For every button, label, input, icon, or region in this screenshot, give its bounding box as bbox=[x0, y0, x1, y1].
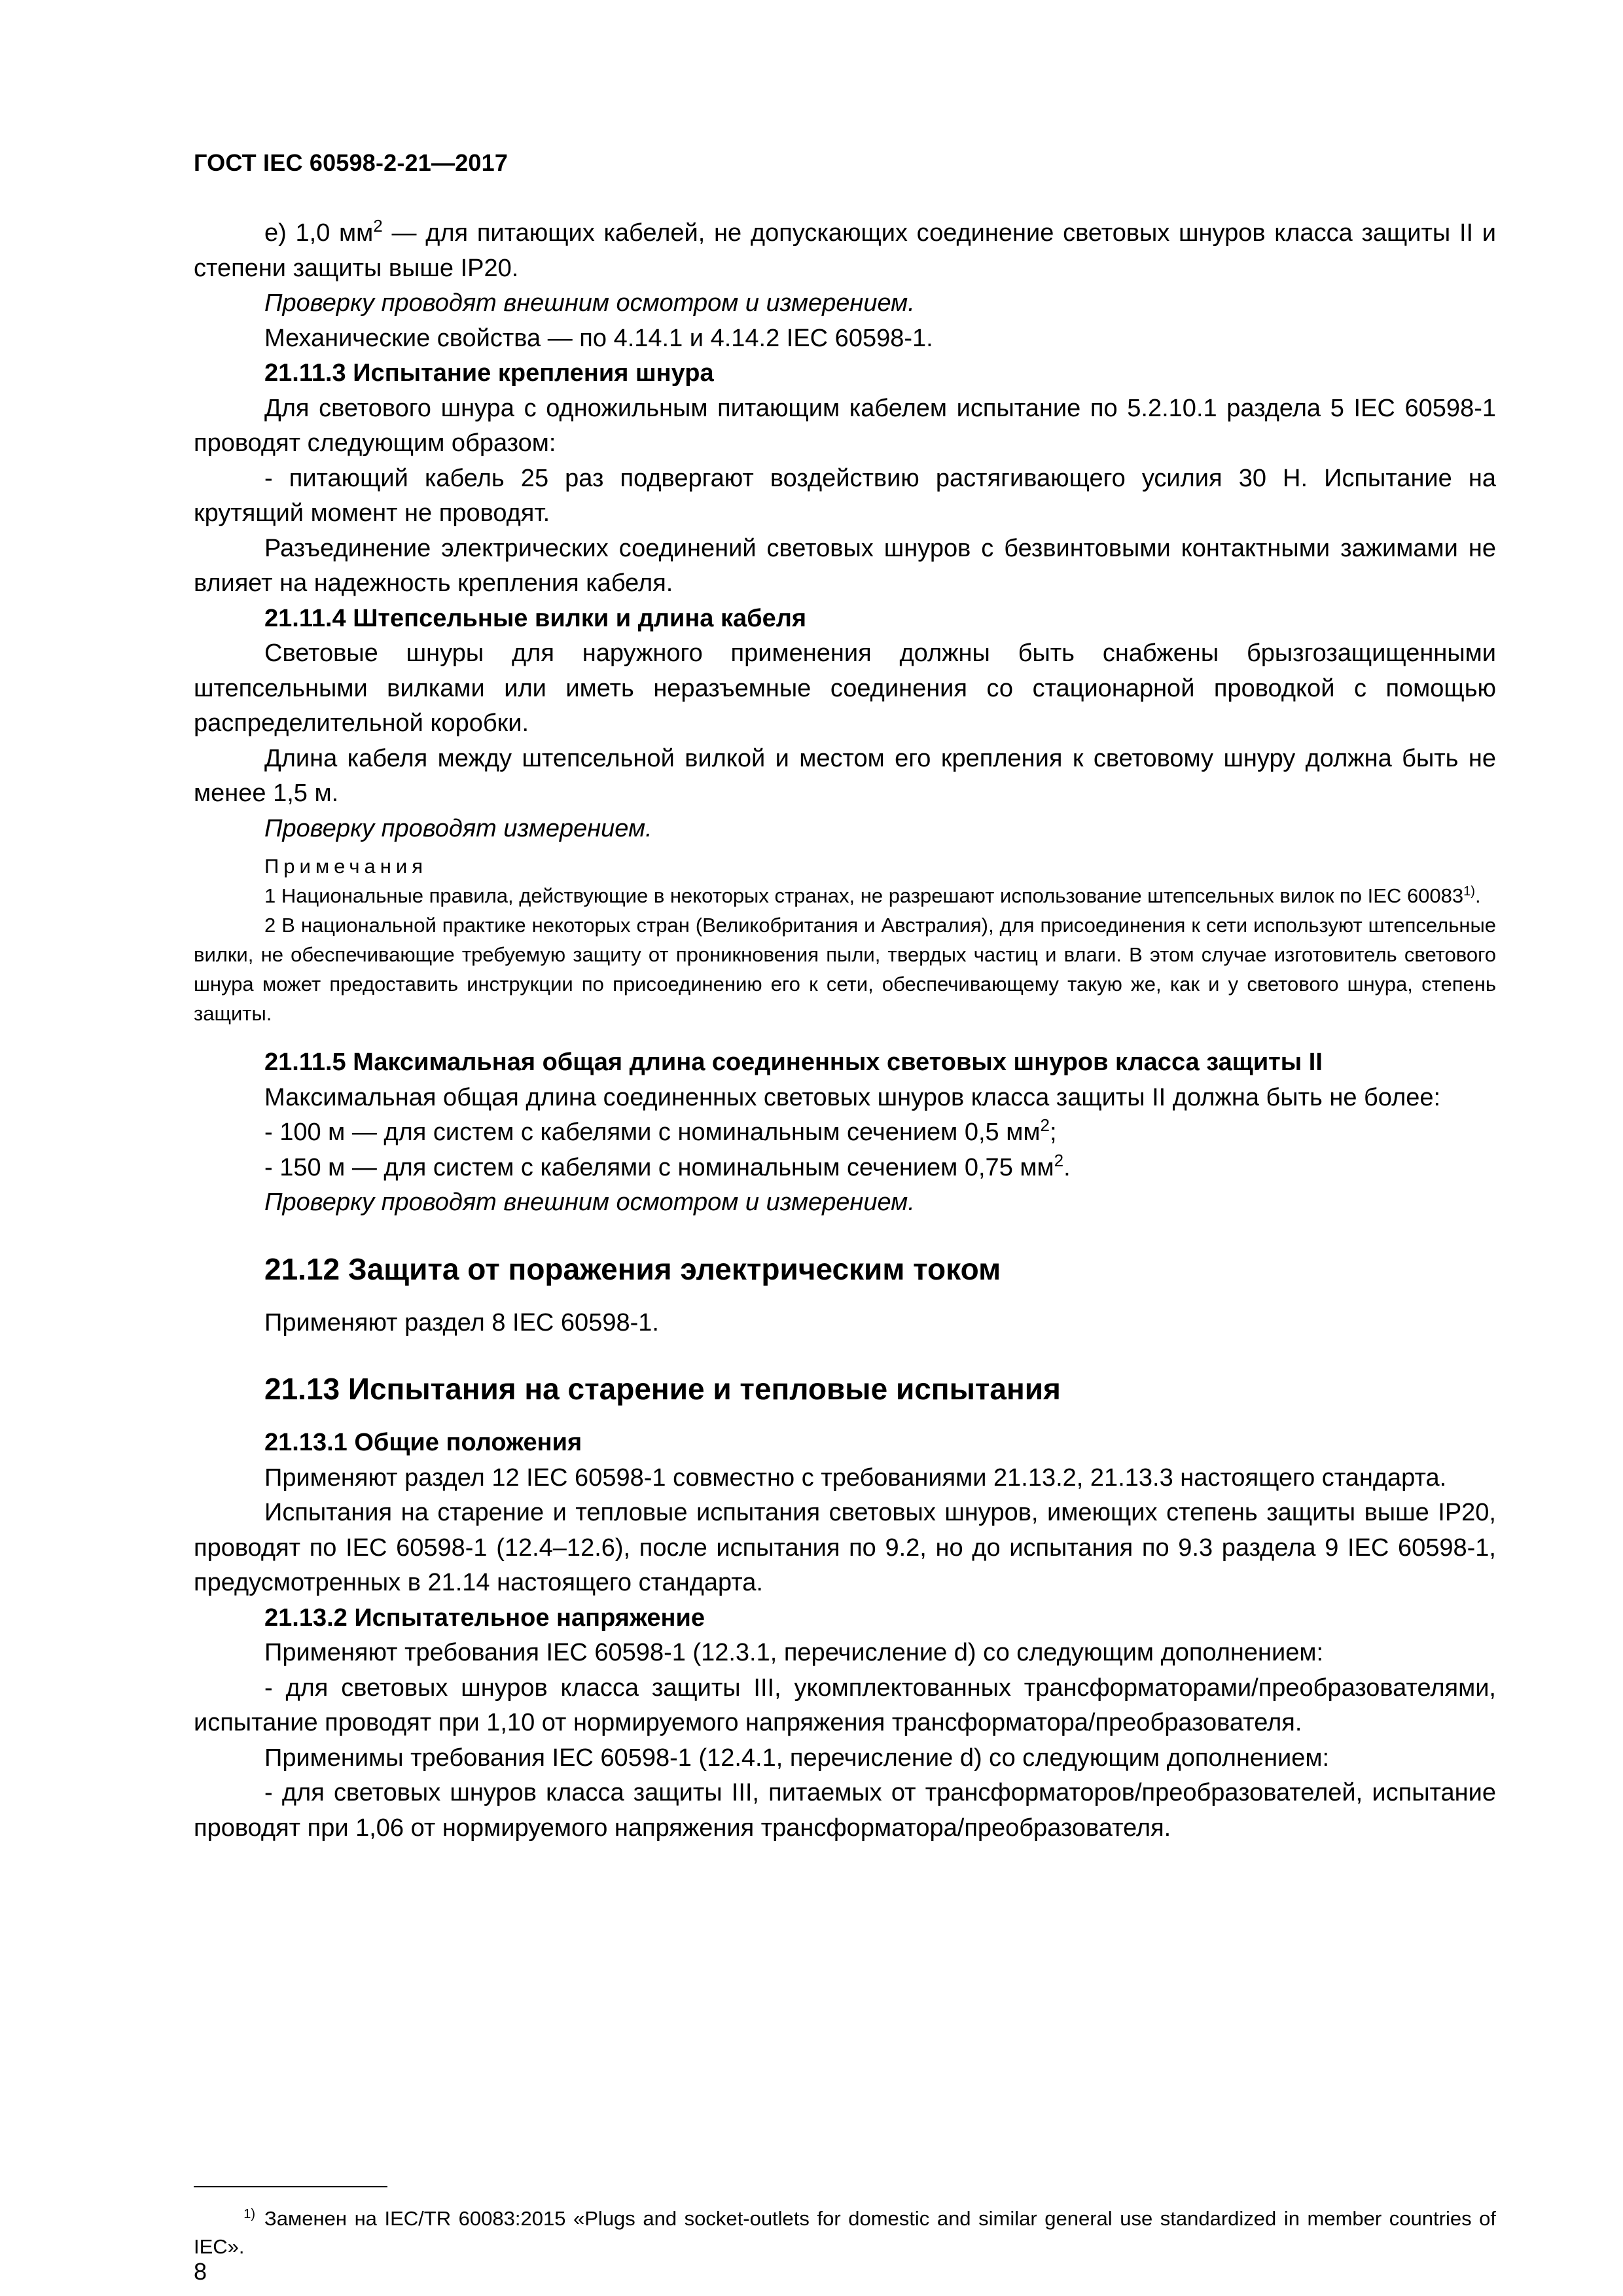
paragraph-section-8: Применяют раздел 8 IEC 60598-1. bbox=[264, 1308, 659, 1336]
list-item-class-iii-1-10: - для световых шнуров класса защиты III, укомплектованных трансформаторами/преобразователями, испытание проводят при 1,10 от нормируемого напряжения трансформатора/преобразователя. bbox=[194, 1674, 1496, 1736]
footnote-mark: 1) bbox=[243, 2207, 255, 2221]
note-1: 1 Национальные правила, действующие в некоторых странах, не разрешают использование штепсельных вилок по IEC 60083$^{1)}$. bbox=[264, 884, 1481, 907]
notes-title: Примечания bbox=[264, 855, 427, 878]
heading-21-13: 21.13 Испытания на старение и тепловые испытания bbox=[264, 1372, 1061, 1406]
check-note-measure: Проверку проводят измерением. bbox=[264, 814, 652, 842]
check-note-visual-2: Проверку проводят внешним осмотром и измерением. bbox=[264, 1189, 915, 1216]
heading-21-13-2: 21.13.2 Испытательное напряжение bbox=[264, 1604, 705, 1632]
footnote-text: Заменен на IEC/TR 60083:2015 «Plugs and socket-outlets for domestic and similar general use standardized in member countries of IEC». bbox=[194, 2207, 1496, 2258]
paragraph-mechanical: Механические свойства — по 4.14.1 и 4.14.2 IEC 60598-1. bbox=[264, 324, 933, 352]
notes-block bbox=[194, 852, 1496, 1028]
paragraph-aging-tests: Испытания на старение и тепловые испытания световых шнуров, имеющих степень защиты выше IP20, проводят по IEC 60598-1 (12.4–12.6), после испытания по 9.2, но до испытания по 9.3 раздела 9 IEC 60598-1, предусмотренных в 21.14 настоящего стандарта. bbox=[194, 1499, 1496, 1596]
heading-21-13-1: 21.13.1 Общие положения bbox=[264, 1429, 582, 1456]
check-note-visual: Проверку проводят внешним осмотром и измерением. bbox=[264, 289, 915, 317]
list-item-100m: - 100 м — для систем с кабелями с номинальным сечением 0,5 $мм^2$; bbox=[264, 1115, 1057, 1146]
heading-21-11-5: 21.11.5 Максимальная общая длина соединенных световых шнуров класса защиты II bbox=[264, 1049, 1323, 1076]
paragraph-plugs: Световые шнуры для наружного применения должны быть снабжены брызгозащищенными штепсельными вилками или иметь неразъемные соединения со стационарной проводкой с помощью распределительной коробки. bbox=[194, 639, 1496, 737]
paragraph-requirements-12-4-1: Применимы требования IEC 60598-1 (12.4.1, перечисление d) со следующим дополнением: bbox=[264, 1744, 1330, 1772]
page-number: 8 bbox=[194, 2258, 207, 2285]
paragraph-cable-length: Длина кабеля между штепсельной вилкой и местом его крепления к световому шнуру должна быть не менее 1,5 м. bbox=[194, 744, 1496, 807]
paragraph-section-12: Применяют раздел 12 IEC 60598-1 совместно с требованиями 21.13.2, 21.13.3 настоящего стандарта. bbox=[264, 1463, 1447, 1492]
paragraph-cable-section: е) 1,0 $мм^2$ — для питающих кабелей, не допускающих соединение световых шнуров класса защиты II и степени защиты выше IP20. bbox=[194, 216, 1496, 282]
heading-21-11-4: 21.11.4 Штепсельные вилки и длина кабеля bbox=[264, 604, 807, 632]
paragraph-disconnection: Разъединение электрических соединений световых шнуров с безвинтовыми контактными зажимами не влияет на надежность крепления кабеля. bbox=[194, 534, 1496, 597]
heading-21-12: 21.12 Защита от поражения электрическим током bbox=[264, 1251, 1001, 1286]
document-header: ГОСТ IEC 60598-2-21—2017 bbox=[194, 149, 508, 176]
heading-21-11-3: 21.11.3 Испытание крепления шнура bbox=[264, 359, 714, 387]
list-item-class-iii-1-06: - для световых шнуров класса защиты III, питаемых от трансформаторов/преобразователей, испытание проводят при 1,06 от нормируемого напряжения трансформатора/преобразователя. bbox=[194, 1779, 1496, 1842]
footnote bbox=[194, 2204, 1496, 2261]
paragraph-cord-test-item: - питающий кабель 25 раз подвергают воздействию растягивающего усилия 30 Н. Испытание на крутящий момент не проводят. bbox=[194, 464, 1496, 527]
footnote-separator bbox=[194, 2186, 387, 2187]
paragraph-cord-test: Для светового шнура с одножильным питающим кабелем испытание по 5.2.10.1 раздела 5 IEC 60598-1 проводят следующим образом: bbox=[194, 394, 1496, 457]
list-item-150m: - 150 м — для систем с кабелями с номинальным сечением 0,75 $мм^2$. bbox=[264, 1150, 1071, 1181]
paragraph-requirements-12-3-1: Применяют требования IEC 60598-1 (12.3.1, перечисление d) со следующим дополнением: bbox=[264, 1639, 1324, 1666]
paragraph-max-length: Максимальная общая длина соединенных световых шнуров класса защиты II должна быть не более: bbox=[264, 1083, 1441, 1111]
document-body bbox=[194, 216, 1496, 1846]
note-2: 2 В национальной практике некоторых стран (Великобритания и Австралия), для присоединения к сети используют штепсельные вилки, не обеспечивающие требуемую защиту от проникновения пыли, твердых частиц и влаги. В этом случае изготовитель светового шнура может предоставить инструкции по присоединению его к сети, обеспечивающему такую же, как и у светового шнура, степень защиты. bbox=[194, 914, 1496, 1025]
